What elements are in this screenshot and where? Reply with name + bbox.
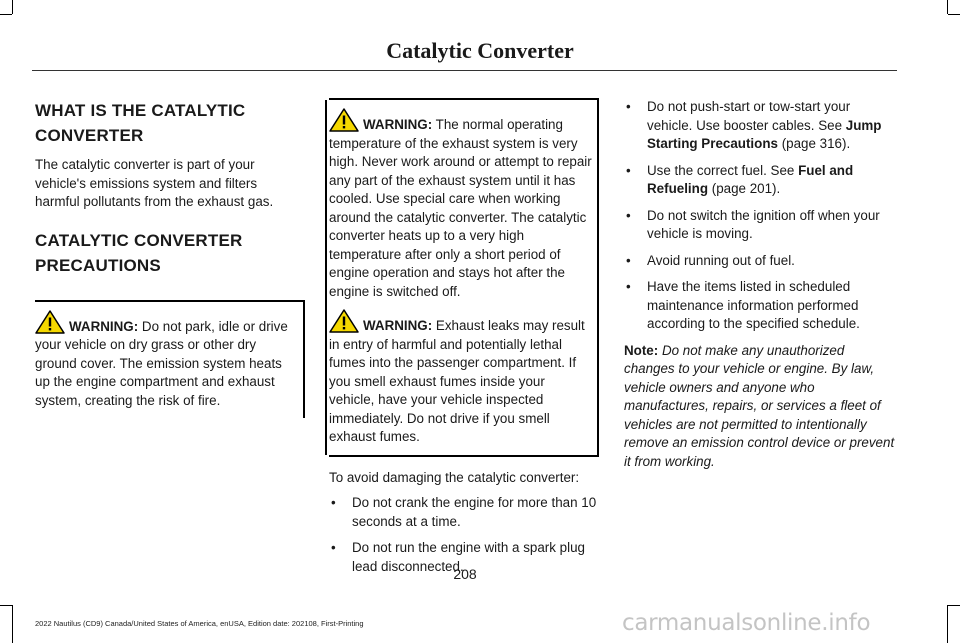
note-paragraph (624, 342, 896, 472)
crop-mark (948, 605, 960, 606)
warning-text (329, 108, 599, 301)
column-3 (624, 98, 896, 471)
warning-text (35, 310, 305, 411)
warning-label: WARNING: (363, 318, 433, 333)
section-heading: CATALYTIC CONVERTER PRECAUTIONS (35, 230, 243, 275)
column-2 (329, 98, 599, 584)
crop-mark (12, 605, 13, 643)
crop-mark (0, 605, 12, 606)
page-number: 208 (453, 566, 477, 582)
warning-body: The normal operating temperature of the exhaust system is very high. Never work around or attempt to repair any part of the exhaust system until it has cooled. Use special care when working around the catalytic converter. The catalytic converter heats up to a very high temperature after only a short period of engine operation and stays hot after the engine is switched off. (329, 117, 592, 299)
warning-body: Do not park, idle or drive your vehicle on dry grass or other dry ground cover. The emission system heats up the engine compartment and exhaust system, creating the risk of fire. (35, 318, 288, 408)
warning-triangle-icon (35, 310, 65, 334)
list-item: • Have the items listed in scheduled maintenance information performed according to the specified schedule. (624, 278, 896, 334)
warning-label: WARNING: (363, 117, 433, 132)
avoid-intro: To avoid damaging the catalytic converter: (329, 469, 580, 485)
warning-text (329, 309, 599, 447)
cross-reference-link[interactable]: Fuel and Refueling (647, 162, 854, 196)
footer-edition: 2022 Nautilus (CD9) Canada/United States of America, enUSA, Edition date: 202108, First-Printing (35, 619, 364, 628)
page-title: Catalytic Converter (386, 38, 574, 63)
warning-triangle-icon (329, 309, 359, 333)
watermark: carmanualsonline.info (622, 610, 871, 636)
intro-paragraph: The catalytic converter is part of your vehicle's emissions system and filters harmful pollutants from the exhaust gas. (35, 157, 274, 209)
crop-mark (0, 14, 12, 15)
crop-mark (948, 14, 960, 15)
list-item: • Do not push-start or tow-start your vehicle. Use booster cables. See Jump Starting Precautions (page 316). (624, 98, 896, 154)
crop-mark (947, 0, 948, 14)
note-label: Note: (624, 342, 659, 358)
note-body: Do not make any unauthorized changes to your vehicle or engine. By law, vehicle owners and anyone who manufactures, repairs, or services a fleet of vehicles are not permitted to intentionally remove an emission control device or prevent it from working. (624, 342, 895, 469)
header-divider (32, 70, 897, 71)
list-item: • Use the correct fuel. See Fuel and Refueling (page 201). (624, 162, 896, 199)
cross-reference-link[interactable]: Jump Starting Precautions (647, 117, 882, 151)
section-heading: WHAT IS THE CATALYTIC CONVERTER (35, 101, 246, 145)
list-item: • Do not switch the ignition off when your vehicle is moving. (624, 207, 896, 244)
list-item: • Avoid running out of fuel. (624, 252, 896, 271)
list-item: • Do not crank the engine for more than 10 seconds at a time. (329, 494, 599, 531)
column-1 (35, 98, 305, 418)
list-item: • Do not run the engine with a spark plug lead disconnected. (329, 539, 599, 576)
warning-label: WARNING: (69, 318, 139, 334)
warning-body: Exhaust leaks may result in entry of harmful and potentially lethal fumes into the passenger compartment. If you smell exhaust fumes inside your vehicle, have your vehicle inspected immediately. Do not drive if you smell exhaust fumes. (329, 318, 585, 444)
crop-mark (947, 605, 948, 643)
bullet-list (329, 494, 599, 576)
warning-triangle-icon (329, 108, 359, 132)
crop-mark (12, 0, 13, 14)
warning-box (329, 98, 599, 457)
warning-box (35, 300, 305, 419)
bullet-list (624, 98, 896, 334)
